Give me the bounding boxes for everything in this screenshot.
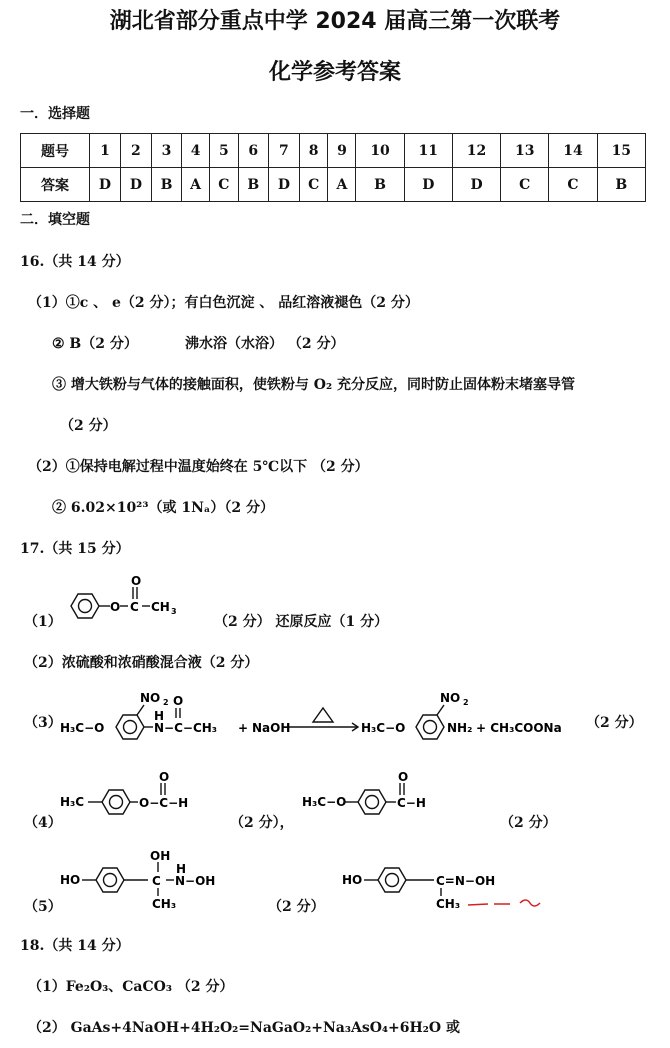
atom-o: O: [173, 694, 184, 708]
q16-line: （2）①保持电解过程中温度始终在 5℃以下 （2 分）: [28, 459, 369, 475]
product-ch3coona: + CH₃COONa: [476, 721, 562, 735]
aromatic-circle: [110, 796, 123, 809]
table-cell: C: [299, 168, 328, 202]
table-cell: B: [356, 168, 404, 202]
reagent-naoh: NaOH: [252, 721, 291, 735]
q17-part1-label: （1）: [24, 614, 62, 630]
q18-heading: 18.（共 14 分）: [20, 938, 130, 954]
phenyl-acetate-structure: [58, 572, 198, 630]
subscript: 3: [171, 607, 177, 616]
aromatic-circle: [104, 874, 117, 887]
group-ho: HO: [342, 873, 363, 887]
hydroxyamine-structure: [58, 846, 248, 912]
group-oh: OH: [150, 849, 171, 863]
document-title: 湖北省部分重点中学 2024 届高三第一次联考: [109, 9, 561, 34]
table-cell: 11: [404, 134, 452, 168]
heat-triangle: [313, 708, 333, 722]
benzene-ring: [96, 868, 124, 892]
aromatic-circle: [79, 600, 92, 613]
aromatic-circle: [124, 721, 137, 734]
group-c-h: C−H: [397, 796, 426, 810]
q17-heading: 17.（共 15 分）: [20, 541, 130, 557]
table-cell: 14: [549, 134, 597, 168]
group-h3co: H₃C−O: [302, 795, 347, 809]
table-cell: 15: [597, 134, 645, 168]
table-cell: 5: [210, 134, 239, 168]
q18-line: （2） GaAs+4NaOH+4H₂O₂=NaGaO₂+Na₃AsO₄+6H₂O 或: [28, 1020, 460, 1036]
group-ch3: CH₃: [152, 897, 177, 911]
table-cell: A: [182, 168, 210, 202]
question-number-row: [21, 134, 646, 168]
bond: [437, 705, 444, 715]
group-h3co: H₃C−O: [60, 721, 105, 735]
table-cell: C: [501, 168, 549, 202]
answer-table: [20, 133, 646, 202]
table-cell: D: [452, 168, 500, 202]
q16-line: ② 6.02×10²³（或 1Nₐ）（2 分）: [52, 500, 274, 516]
group-no2: NO: [440, 691, 461, 705]
red-scribble: [468, 900, 540, 906]
table-cell: 12: [452, 134, 500, 168]
benzene-ring: [416, 715, 444, 739]
group-c-n-oh: C=N−OH: [436, 874, 496, 888]
q17-part4-score-b: （2 分）: [500, 815, 557, 831]
table-cell: 10: [356, 134, 404, 168]
table-cell: B: [238, 168, 268, 202]
atom-o: O: [159, 770, 170, 784]
atom-c: C: [152, 874, 161, 888]
document-subtitle: 化学参考答案: [268, 60, 401, 85]
table-cell: 13: [501, 134, 549, 168]
table-cell: B: [597, 168, 645, 202]
group-n-oh: N−OH: [175, 874, 216, 888]
atom-o: O: [131, 574, 142, 588]
q17-part2: （2）浓硫酸和浓硝酸混合液（2 分）: [24, 655, 259, 671]
table-cell: D: [268, 168, 299, 202]
group-ch3: CH: [151, 600, 170, 614]
atom-o: O: [398, 770, 409, 784]
hydrolysis-equation: [58, 680, 618, 750]
plus-sign: +: [238, 721, 249, 735]
group-n-c-ch3: N−C−CH₃: [154, 721, 218, 735]
bond: [137, 705, 144, 715]
table-cell: B: [151, 168, 181, 202]
aromatic-circle: [424, 721, 437, 734]
group-o-c-h: O−C−H: [139, 796, 189, 810]
table-cell: 2: [120, 134, 151, 168]
q16-heading: 16.（共 14 分）: [20, 254, 130, 270]
group-h3co: H₃C−O: [361, 721, 406, 735]
aromatic-circle: [366, 796, 379, 809]
benzene-ring: [102, 790, 130, 814]
table-cell: 7: [268, 134, 299, 168]
q17-part3-label: （3）: [24, 715, 62, 731]
group-ch3: CH₃: [436, 897, 461, 911]
group-h3c: H₃C: [60, 795, 85, 809]
q17-part4-label: （4）: [24, 815, 62, 831]
table-cell: C: [549, 168, 597, 202]
benzene-ring: [358, 790, 386, 814]
aromatic-circle: [386, 874, 399, 887]
atom-h: H: [176, 862, 187, 876]
table-cell: 8: [299, 134, 328, 168]
atom-c: C: [130, 600, 139, 614]
q16-line: （1）①c 、 e（2 分）；有白色沉淀 、 品红溶液褪色（2 分）: [28, 295, 419, 311]
benzene-ring: [71, 594, 99, 618]
answer-row: [21, 168, 646, 202]
q16-line: 沸水浴（水浴） （2 分）: [185, 336, 345, 352]
q16-line: ② B（2 分）: [52, 336, 138, 352]
table-cell: A: [328, 168, 356, 202]
table-cell: C: [210, 168, 239, 202]
table-cell: 9: [328, 134, 356, 168]
atom-o: O: [110, 600, 121, 614]
row-label-number: 题号: [21, 134, 90, 168]
q18-line: （1）Fe₂O₃、CaCO₃ （2 分）: [28, 979, 234, 995]
q17-part5-score: （2 分）: [268, 899, 325, 915]
group-no2: NO: [140, 691, 161, 705]
table-cell: D: [404, 168, 452, 202]
subscript: 2: [463, 698, 469, 707]
subscript: 2: [163, 698, 169, 707]
q16-line: （2 分）: [60, 418, 117, 434]
q17-part4-score-a: （2 分），: [230, 815, 294, 831]
table-cell: 3: [151, 134, 181, 168]
q16-line: ③ 增大铁粉与气体的接触面积，使铁粉与 O₂ 充分反应，同时防止固体粉末堵塞导管: [52, 377, 575, 393]
anisaldehyde-structure: [300, 768, 470, 830]
row-label-answer: 答案: [21, 168, 90, 202]
group-ho: HO: [60, 873, 81, 887]
q17-part1-score: （2 分） 还原反应（1 分）: [214, 614, 389, 630]
table-cell: 4: [182, 134, 210, 168]
section2-title: 二．填空题: [20, 212, 90, 228]
q17-part5-label: （5）: [24, 899, 62, 915]
table-cell: D: [120, 168, 151, 202]
oxime-structure: [340, 846, 570, 912]
table-cell: D: [90, 168, 121, 202]
table-cell: 6: [238, 134, 268, 168]
section1-title: 一．选择题: [20, 106, 90, 122]
table-cell: 1: [90, 134, 121, 168]
atom-h: H: [154, 709, 165, 723]
benzene-ring: [116, 715, 144, 739]
benzene-ring: [378, 868, 406, 892]
q17-part3-score: （2 分）: [586, 715, 643, 731]
phenyl-formate-structure: [58, 768, 228, 830]
group-nh2: NH₂: [447, 721, 473, 735]
